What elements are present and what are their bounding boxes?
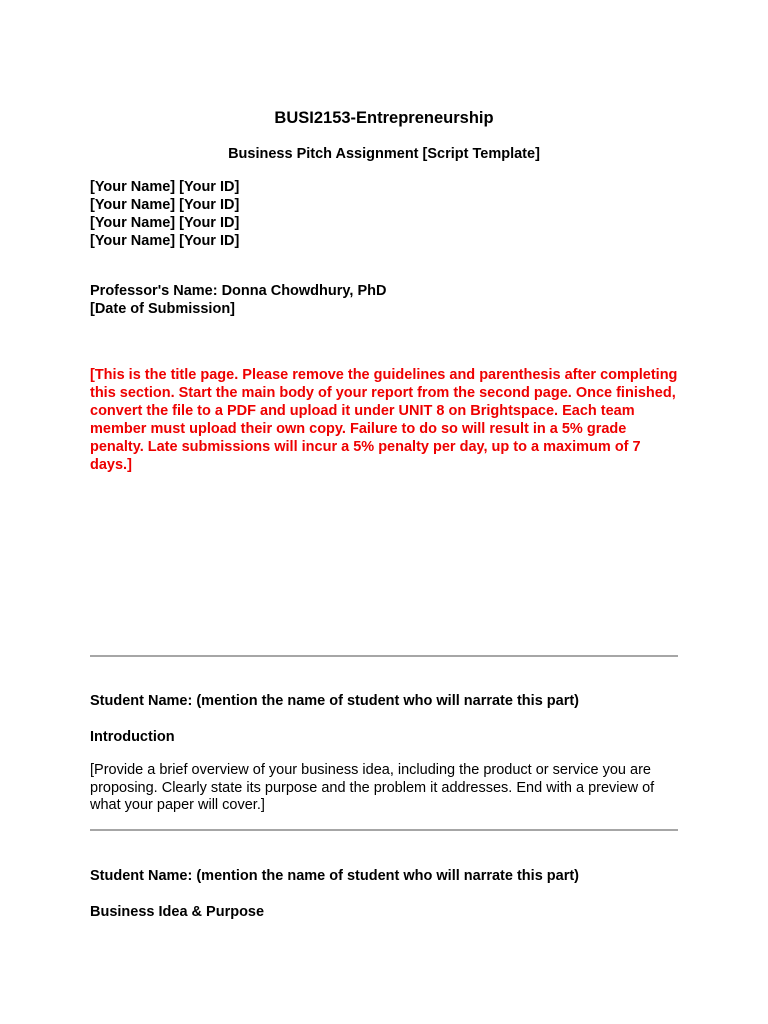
team-member-line: [Your Name] [Your ID] bbox=[90, 215, 240, 231]
professor-block bbox=[90, 282, 678, 318]
section-divider bbox=[90, 655, 678, 657]
team-members-list bbox=[90, 178, 678, 250]
section-student-name: Student Name: (mention the name of student who will narrate this part) bbox=[90, 868, 580, 884]
section-body-introduction: [Provide a brief overview of your business idea, including the product or service you are proposing. Clearly state its purpose and the problem it addresses. End with a preview of what your paper will cover.] bbox=[90, 762, 655, 813]
professor-name: Professor's Name: Donna Chowdhury, PhD bbox=[90, 283, 387, 299]
section-divider bbox=[90, 829, 678, 831]
team-member-line: [Your Name] [Your ID] bbox=[90, 197, 240, 213]
document-subtitle: Business Pitch Assignment [Script Template] bbox=[228, 146, 540, 162]
section-student-name: Student Name: (mention the name of student who will narrate this part) bbox=[90, 693, 580, 709]
section-heading-introduction: Introduction bbox=[90, 729, 175, 745]
submission-date: [Date of Submission] bbox=[90, 301, 236, 317]
team-member-line: [Your Name] [Your ID] bbox=[90, 233, 240, 249]
section-heading-business-idea: Business Idea & Purpose bbox=[90, 904, 265, 920]
document-title: BUSI2153-Entrepreneurship bbox=[274, 109, 494, 127]
team-member-line: [Your Name] [Your ID] bbox=[90, 179, 240, 195]
title-page-guideline: [This is the title page. Please remove the guidelines and parenthesis after completing this section. Start the main body of your report from the second page. Once finished, convert the file to a PDF and upload it under UNIT 8 on Brightspace. Each team member must upload their own copy. Failure to do so will result in a 5% grade penalty. Late submissions will incur a 5% penalty per day, up to a maximum of 7 days.] bbox=[90, 367, 678, 473]
